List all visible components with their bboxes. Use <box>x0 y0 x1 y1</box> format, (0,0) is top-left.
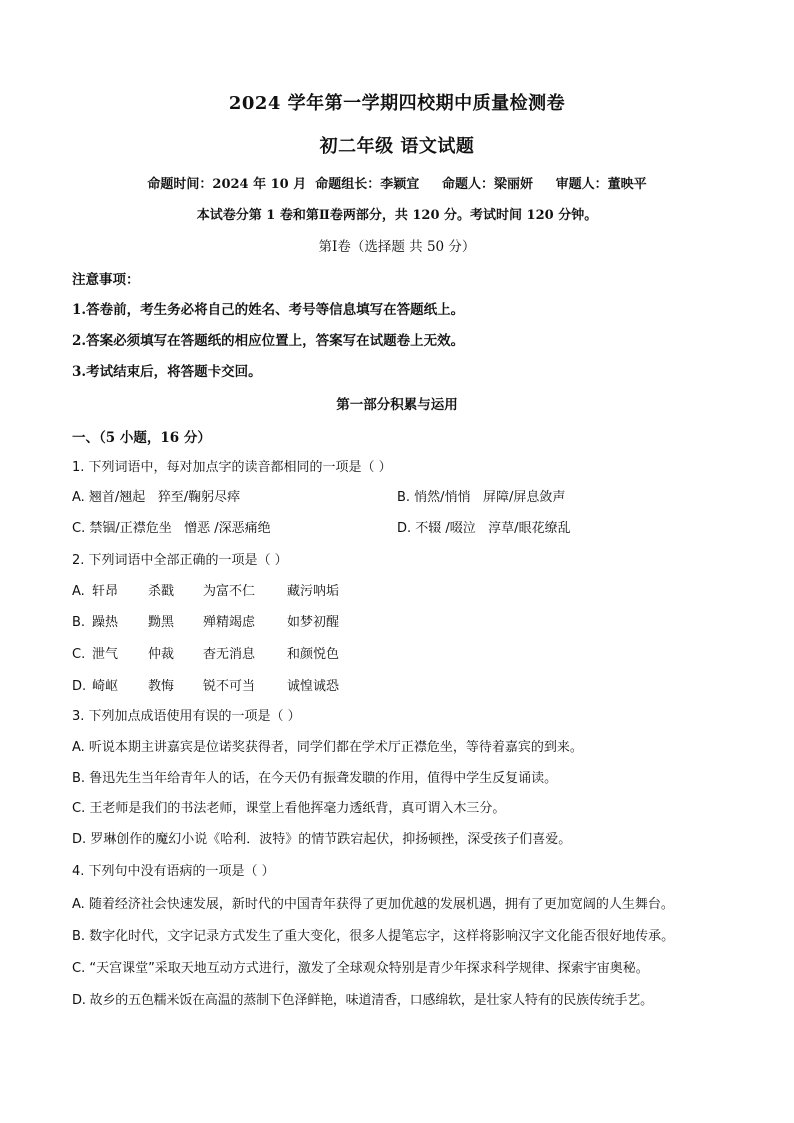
option-word: 黝黑 <box>148 615 175 630</box>
option-word: 诚惶诚恐 <box>287 679 340 694</box>
q4-option-d: D. 故乡的五色糯米饭在高温的蒸制下色泽鲜艳，味道清香，口感绵软，是壮家人特有的民族传统手艺。 <box>72 993 653 1008</box>
q3-option-d: D. 罗琳创作的魔幻小说《哈利．波特》的情节跌宕起伏，抑扬顿挫，深受孩子们喜爱。 <box>72 832 572 847</box>
q3-option-b: B. 鲁迅先生当年给青年人的话，在今天仍有振聋发聩的作用，值得中学生反复诵读。 <box>72 771 558 786</box>
option-word: 杳无消息 <box>203 647 256 662</box>
option-word: 锐不可当 <box>203 679 256 694</box>
option-word: 杀戳 <box>148 584 175 599</box>
q3-option-c: C. 王老师是我们的书法老师，课堂上看他挥毫力透纸背，真可谓入木三分。 <box>72 801 506 816</box>
option-word: 崎岖 <box>92 679 119 694</box>
option-word: 教悔 <box>148 679 175 694</box>
option-letter: A. <box>72 584 85 599</box>
exam-structure-line: 本试卷分第 1 卷和第Ⅱ卷两部分，共 120 分。考试时间 120 分钟。 <box>196 208 598 223</box>
option-word: 为富不仁 <box>203 584 256 599</box>
q4-option-a: A. 随着经济社会快速发展，新时代的中国青年获得了更加优越的发展机遇，拥有了更加宽阔的人生舞台。 <box>72 897 674 912</box>
option-word: 如梦初醒 <box>287 615 340 630</box>
q2-option-b <box>72 611 351 630</box>
question-2-stem: 2. 下列词语中全部正确的一项是（ ） <box>72 553 288 568</box>
part-title: 第一部分积累与运用 <box>336 397 458 413</box>
option-word: 仲裁 <box>148 647 175 662</box>
q2-option-d <box>72 675 351 694</box>
question-4-stem: 4. 下列句中没有语病的一项是（ ） <box>72 864 275 879</box>
q4-option-b: B. 数字化时代，文字记录方式发生了重大变化，很多人提笔忘字，这样将影响汉字文化能否很好地传承。 <box>72 929 675 944</box>
option-letter: B. <box>72 615 86 630</box>
exam-subtitle: 初二年级 语文试题 <box>319 136 475 157</box>
notice-item: 1.答卷前，考生务必将自己的姓名、考号等信息填写在答题纸上。 <box>72 302 465 318</box>
q1-option-b: B. 悄然/悄悄 屏障/屏息敛声 <box>397 490 566 505</box>
section-heading: 一、（5 小题，16 分） <box>72 430 211 446</box>
q2-option-a <box>72 580 351 599</box>
option-word: 轩昂 <box>92 584 119 599</box>
notice-item: 3.考试结束后，将答题卡交回。 <box>72 364 262 380</box>
notice-item: 2.答案必须填写在答题纸的相应位置上，答案写在试题卷上无效。 <box>72 333 465 349</box>
q1-option-a: A. 翘首/翘起 猝至/鞠躬尽瘁 <box>72 490 241 505</box>
exam-title: 2024 学年第一学期四校期中质量检测卷 <box>228 93 566 114</box>
notice-heading: 注意事项： <box>72 272 140 288</box>
q1-option-c: C. 禁锢/正襟危坐 憎恶 /深恶痛绝 <box>72 521 271 536</box>
option-letter: D. <box>72 679 87 694</box>
question-1-stem: 1. 下列词语中，每对加点字的读音都相同的一项是（ ） <box>72 460 392 475</box>
option-word: 躁热 <box>92 615 119 630</box>
authors-line: 命题时间：2024 年 10 月 命题组长：李颖宜 命题人：梁丽妍 审题人：董映平 <box>147 177 647 192</box>
question-3-stem: 3. 下列加点成语使用有误的一项是（ ） <box>72 709 301 724</box>
option-word: 殚精竭虑 <box>203 615 256 630</box>
q3-option-a: A. 听说本期主讲嘉宾是位诺奖获得者，同学们都在学术厅正襟危坐，等待着嘉宾的到来。 <box>72 740 583 755</box>
option-word: 和颜悦色 <box>287 647 340 662</box>
volume-title: 第Ⅰ卷（选择题 共 50 分） <box>318 239 476 255</box>
option-letter: C. <box>72 647 86 662</box>
q4-option-c: C. “天宫课堂”采取天地互动方式进行，激发了全球观众特别是青少年探求科学规律、探索宇宙奥秘。 <box>72 961 649 976</box>
q1-option-d: D. 不辍 /啜泣 淳草/眼花缭乱 <box>397 521 571 536</box>
q2-option-c <box>72 643 351 662</box>
option-word: 藏污呐垢 <box>287 584 340 599</box>
option-word: 泄气 <box>92 647 119 662</box>
